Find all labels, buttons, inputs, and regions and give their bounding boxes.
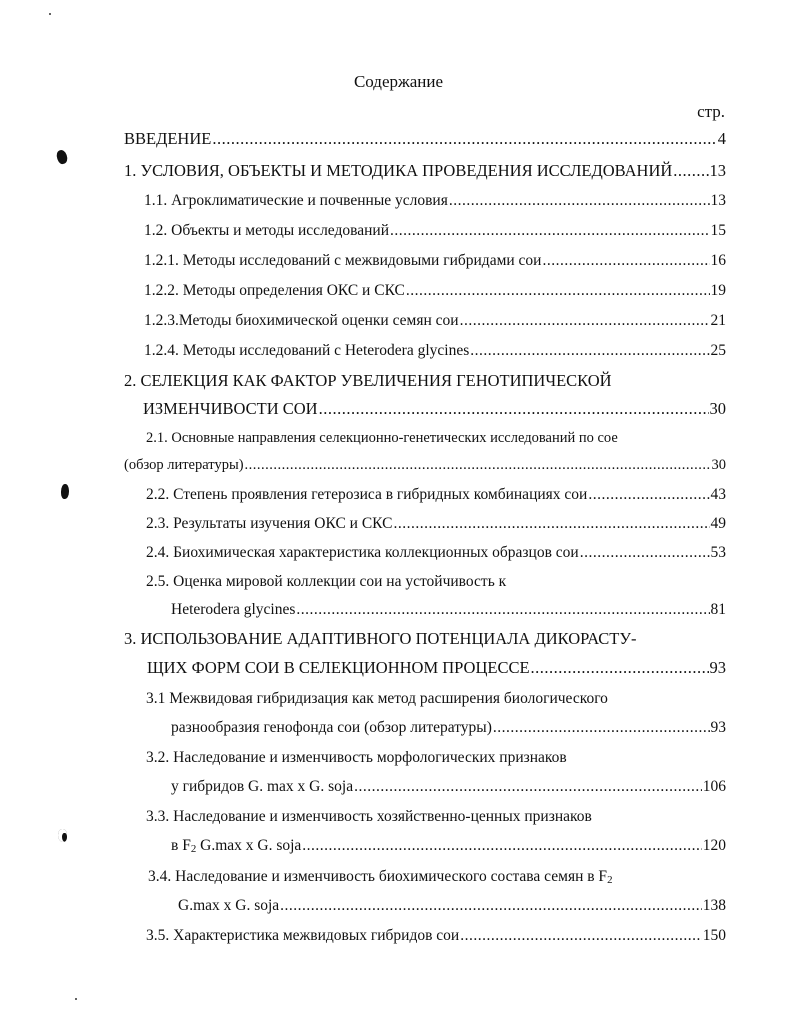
scan-speck <box>75 998 77 1000</box>
toc-entry-page: 30 <box>711 457 726 473</box>
toc-entry-page: 21 <box>710 312 726 329</box>
ink-blot <box>58 829 67 842</box>
leader-dots <box>580 541 710 565</box>
toc-entry <box>171 834 726 858</box>
toc-entry-page: 53 <box>710 544 726 561</box>
toc-entry-title: 3.2. Наследование и изменчивость морфологических признаков <box>146 749 567 766</box>
leader-dots <box>588 483 709 507</box>
leader-dots <box>390 219 710 243</box>
leader-dots <box>393 512 709 536</box>
leader-dots <box>296 598 709 622</box>
toc-entry-page: 138 <box>702 897 726 914</box>
toc-entry-title: 1.2. Объекты и методы исследований <box>144 222 389 239</box>
leader-dots <box>354 775 702 799</box>
toc-entry-title: 2.5. Оценка мировой коллекции сои на устойчивость к <box>146 573 507 590</box>
toc-entry-title: 2.4. Биохимическая характеристика коллекционных образцов сои <box>146 544 579 561</box>
toc-entry-title: 1.2.2. Методы определения ОКС и СКС <box>144 282 405 299</box>
toc-entry-title-continued: разнообразия генофонда сои (обзор литературы) <box>171 719 492 736</box>
toc-entry <box>124 127 726 151</box>
toc-entry-page: 93 <box>709 658 726 677</box>
toc-entry-page: 30 <box>709 399 726 418</box>
leader-dots <box>245 453 711 477</box>
leader-dots <box>460 309 710 333</box>
toc-entry-title: 3.1 Межвидовая гибридизация как метод расширения биологического <box>146 690 608 707</box>
toc-entry-page: 81 <box>710 601 726 618</box>
toc-entry-title: 3.5. Характеристика межвидовых гибридов сои <box>146 927 460 944</box>
toc-entry <box>146 512 726 536</box>
leader-dots <box>531 656 709 680</box>
toc-entry-title: 1.2.4. Методы исследований с Heterodera glycines <box>144 342 470 359</box>
toc-entry-title-continued: у гибридов G. max x G. soja <box>171 778 354 795</box>
toc-entry-page: 25 <box>710 342 726 359</box>
toc-entry <box>146 924 726 948</box>
toc-entry <box>143 397 726 421</box>
toc-entry <box>146 483 726 507</box>
toc-entry-page: 106 <box>702 778 726 795</box>
toc-entry-title: 3.3. Наследование и изменчивость хозяйственно-ценных признаков <box>146 808 592 825</box>
toc-entry <box>124 453 726 477</box>
toc-entry-page: 120 <box>702 837 726 854</box>
leader-dots <box>470 339 709 363</box>
toc-entry-page: 19 <box>710 282 726 299</box>
leader-dots <box>302 834 701 858</box>
toc-entry-title: 3.4. Наследование и изменчивость биохимического состава семян в $F_2$ <box>148 868 613 886</box>
toc-entry-page: 4 <box>717 129 726 148</box>
toc-entry-title: 2.2. Степень проявления гетерозиса в гибридных комбинациях сои <box>146 486 588 503</box>
toc-entry <box>178 894 726 918</box>
toc-entry-title-continued: ЩИХ ФОРМ СОИ В СЕЛЕКЦИОННОМ ПРОЦЕССЕ <box>147 658 530 677</box>
toc-entry-title-continued: Heterodera glycines <box>171 601 296 618</box>
leader-dots <box>460 924 702 948</box>
toc-entry-title: 1. УСЛОВИЯ, ОБЪЕКТЫ И МЕТОДИКА ПРОВЕДЕНИЯ ИССЛЕДОВАНИЙ <box>124 161 673 180</box>
toc-entry-page: 13 <box>709 161 726 180</box>
toc-entry-page: 150 <box>702 927 726 944</box>
ink-blot <box>61 484 69 499</box>
toc-entry-title: 2. СЕЛЕКЦИЯ КАК ФАКТОР УВЕЛИЧЕНИЯ ГЕНОТИПИЧЕСКОЙ <box>124 371 612 390</box>
toc-entry <box>171 716 726 740</box>
leader-dots <box>319 397 709 421</box>
toc-entry-title-continued: G.max x G. soja <box>178 897 280 914</box>
toc-entry <box>146 541 726 565</box>
toc-entry-title: 1.1. Агроклиматические и почвенные условия <box>144 192 448 209</box>
toc-entry <box>171 598 726 622</box>
toc-entry-title-continued: (обзор литературы) <box>124 457 244 473</box>
toc-entry-title: 2.3. Результаты изучения ОКС и СКС <box>146 515 393 532</box>
scan-speck <box>49 13 51 15</box>
page-title: Содержание <box>353 72 444 91</box>
toc-entry <box>144 219 726 243</box>
leader-dots <box>406 279 710 303</box>
toc-entry-page: 49 <box>710 515 726 532</box>
toc-entry-title-continued: в $F_2$ G.max x G. soja <box>171 837 302 855</box>
toc-entry <box>144 339 726 363</box>
toc-entry <box>144 249 726 273</box>
toc-entry-title-continued: ИЗМЕНЧИВОСТИ СОИ <box>143 399 318 418</box>
toc-entry <box>144 279 726 303</box>
leader-dots <box>449 189 710 213</box>
toc-entry-page: 13 <box>710 192 726 209</box>
toc-entry-title: 2.1. Основные направления селекционно-генетических исследований по сое <box>146 430 618 446</box>
leader-dots <box>542 249 709 273</box>
toc-entry-title: 1.2.3.Методы биохимической оценки семян сои <box>144 312 459 329</box>
page-column-label: стр. <box>697 102 725 121</box>
toc-entry-page: 43 <box>710 486 726 503</box>
toc-entry <box>144 189 726 213</box>
ink-blot <box>55 149 69 166</box>
toc-entry-title: ВВЕДЕНИЕ <box>124 129 212 148</box>
leader-dots <box>493 716 710 740</box>
leader-dots <box>280 894 702 918</box>
toc-entry <box>147 656 726 680</box>
toc-entry-page: 16 <box>710 252 726 269</box>
toc-entry-page: 15 <box>710 222 726 239</box>
toc-entry <box>124 159 726 183</box>
toc-entry-title: 1.2.1. Методы исследований с межвидовыми гибридами сои <box>144 252 542 269</box>
toc-entry <box>171 775 726 799</box>
toc-entry-title: 3. ИСПОЛЬЗОВАНИЕ АДАПТИВНОГО ПОТЕНЦИАЛА ДИКОРАСТУ- <box>124 629 637 648</box>
toc-entry <box>144 309 726 333</box>
toc-entry-page: 93 <box>710 719 726 736</box>
leader-dots <box>212 127 716 151</box>
leader-dots <box>673 159 708 183</box>
